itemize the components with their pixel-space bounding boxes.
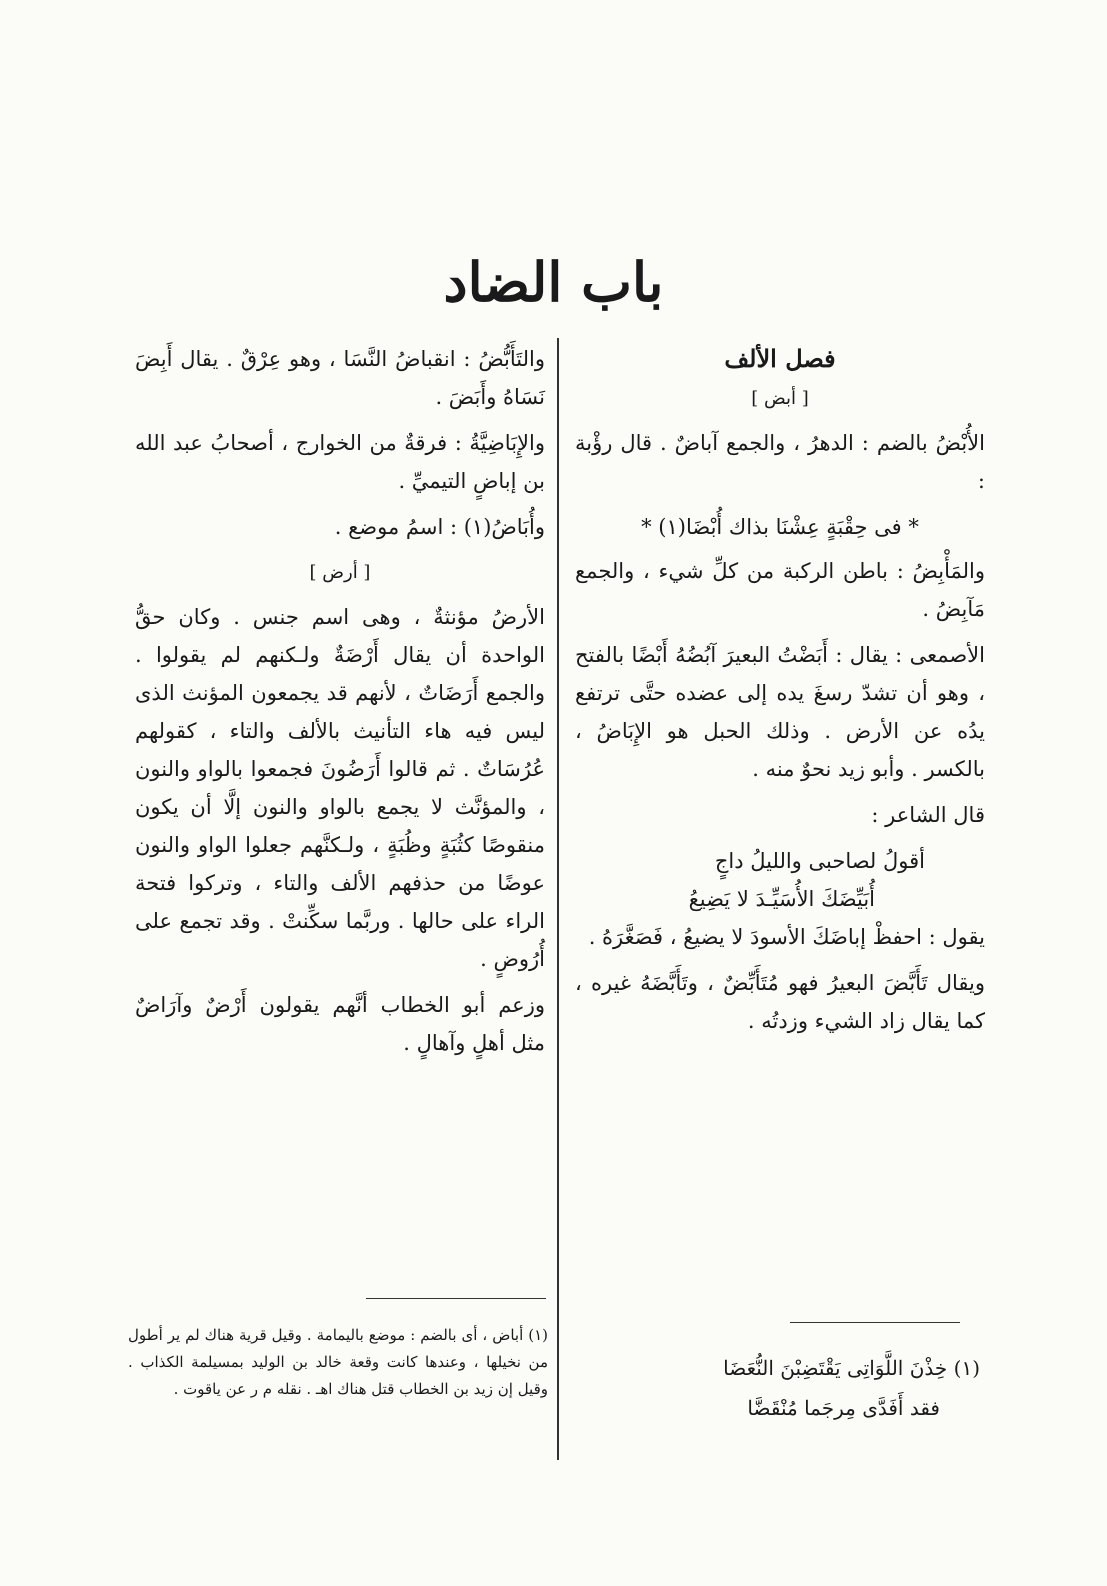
poem-line: أُبَيِّضَكَ الأُسَيِّـدَ لا يَضِيعُ [688,887,875,911]
poem-line: أقولُ لصاحبى والليلُ داجٍ [714,849,925,873]
left-column [135,340,545,1070]
entry-paragraph: والمَأْبِضُ : باطن الركبة من كلِّ شيء ، والجمع مَآبِضُ . [575,559,985,621]
entry-paragraph: والإِبَاضِيَّةُ : فرقةٌ من الخوارج ، أصحابُ عبد الله بن إباضٍ التيميِّ . [135,431,545,493]
footnote-right [600,1348,980,1428]
entry-paragraph: يقول : احفظْ إباضَكَ الأسودَ لا يضيعُ ، فَصَغَّرَهُ . [588,925,985,949]
right-column [575,340,985,1048]
section-heading: فصل الألف [724,344,836,373]
root-heading-ard: [ أرض ] [309,562,371,583]
entry-paragraph: والتَأَبُّضُ : انقباضُ النَّسَا ، وهو عِرْقٌ . يقال أَبِضَ نَسَاهُ وأَبَضَ . [135,347,545,409]
entry-paragraph: ويقال تَأَبَّضَ البعيرُ فهو مُتَأَبِّضٌ ، وتَأَبَّضَهُ غيره ، كما يقال زاد الشيء وزدتُه . [575,971,985,1033]
footnote-line: فقد أَفَدَّى مِرجَما مُنْقَضَّا [747,1396,940,1420]
entry-paragraph: الأصمعى : يقال : أَبَضْتُ البعيرَ آبُضُهُ أَبْضًا بالفتح ، وهو أن تشدّ رسغَ يده إلى عضده حتَّى ترتفع يدُه عن الأرض . وذلك الحبل هو الإِبَاضُ ، بالكسر . وأبو زيد نحوٌ منه . [575,643,985,781]
entry-paragraph: وزعم أبو الخطاب أنَّهم يقولون أَرْضٌ وآرَاضٌ مثل أهلٍ وآهالٍ . [135,993,545,1055]
entry-paragraph: الأرضُ مؤنثةٌ ، وهى اسم جنس . وكان حقُّ الواحدة أن يقال أَرْضَةٌ ولـكنهم لم يقولوا . والجمع أَرَضَاتٌ ، لأنهم قد يجمعون المؤنث الذى ليس فيه هاء التأنيث بالألف والتاء ، كقولهم عُرُسَاتٌ . ثم قالوا أَرَضُونَ فجمعوا بالواو والنون ، والمؤنَّث لا يجمع بالواو والنون إلَّا أن يكون منقوصًا كثُبَةٍ وظُبَةٍ ، ولـكنَّهم جعلوا الواو والنون عوضًا من حذفهم الألف والتاء ، وتركوا فتحة الراء على حالها . وربَّما سكِّنتْ . وقد تجمع على أُرُوضٍ . [135,605,545,971]
footnote-line: (١) خِذْنَ اللَّوَاتِى يَقْتَضِبْنَ النُّعَضَا [723,1356,980,1380]
footnote-rule [790,1322,960,1323]
chapter-title: باب الضاد [443,250,664,314]
column-divider [557,338,559,1460]
entry-paragraph: وأُبَاضُ(١) : اسمُ موضع . [334,515,545,539]
footnote-left: (١) أباض ، أى بالضم : موضع باليمامة . وقيل قرية هناك لم ير أطول من نخيلها ، وعندها كانت وقعة خالد بن الوليد بمسيلمة الكذاب . وقيل إن زيد بن الخطاب قتل هناك اهـ . نقله م ر عن ياقوت . [128,1326,548,1398]
root-heading-abd: [ أبض ] [751,388,809,409]
entry-paragraph: قال الشاعر : [871,803,985,827]
footnote-rule [366,1298,546,1299]
verse-line: * فى حِقْبَةٍ عِشْنَا بذاك أُبْضَا(١) * [641,515,919,539]
entry-paragraph: الأُبْضُ بالضم : الدهرُ ، والجمع آباضٌ . قال رؤْبة : [575,431,985,493]
